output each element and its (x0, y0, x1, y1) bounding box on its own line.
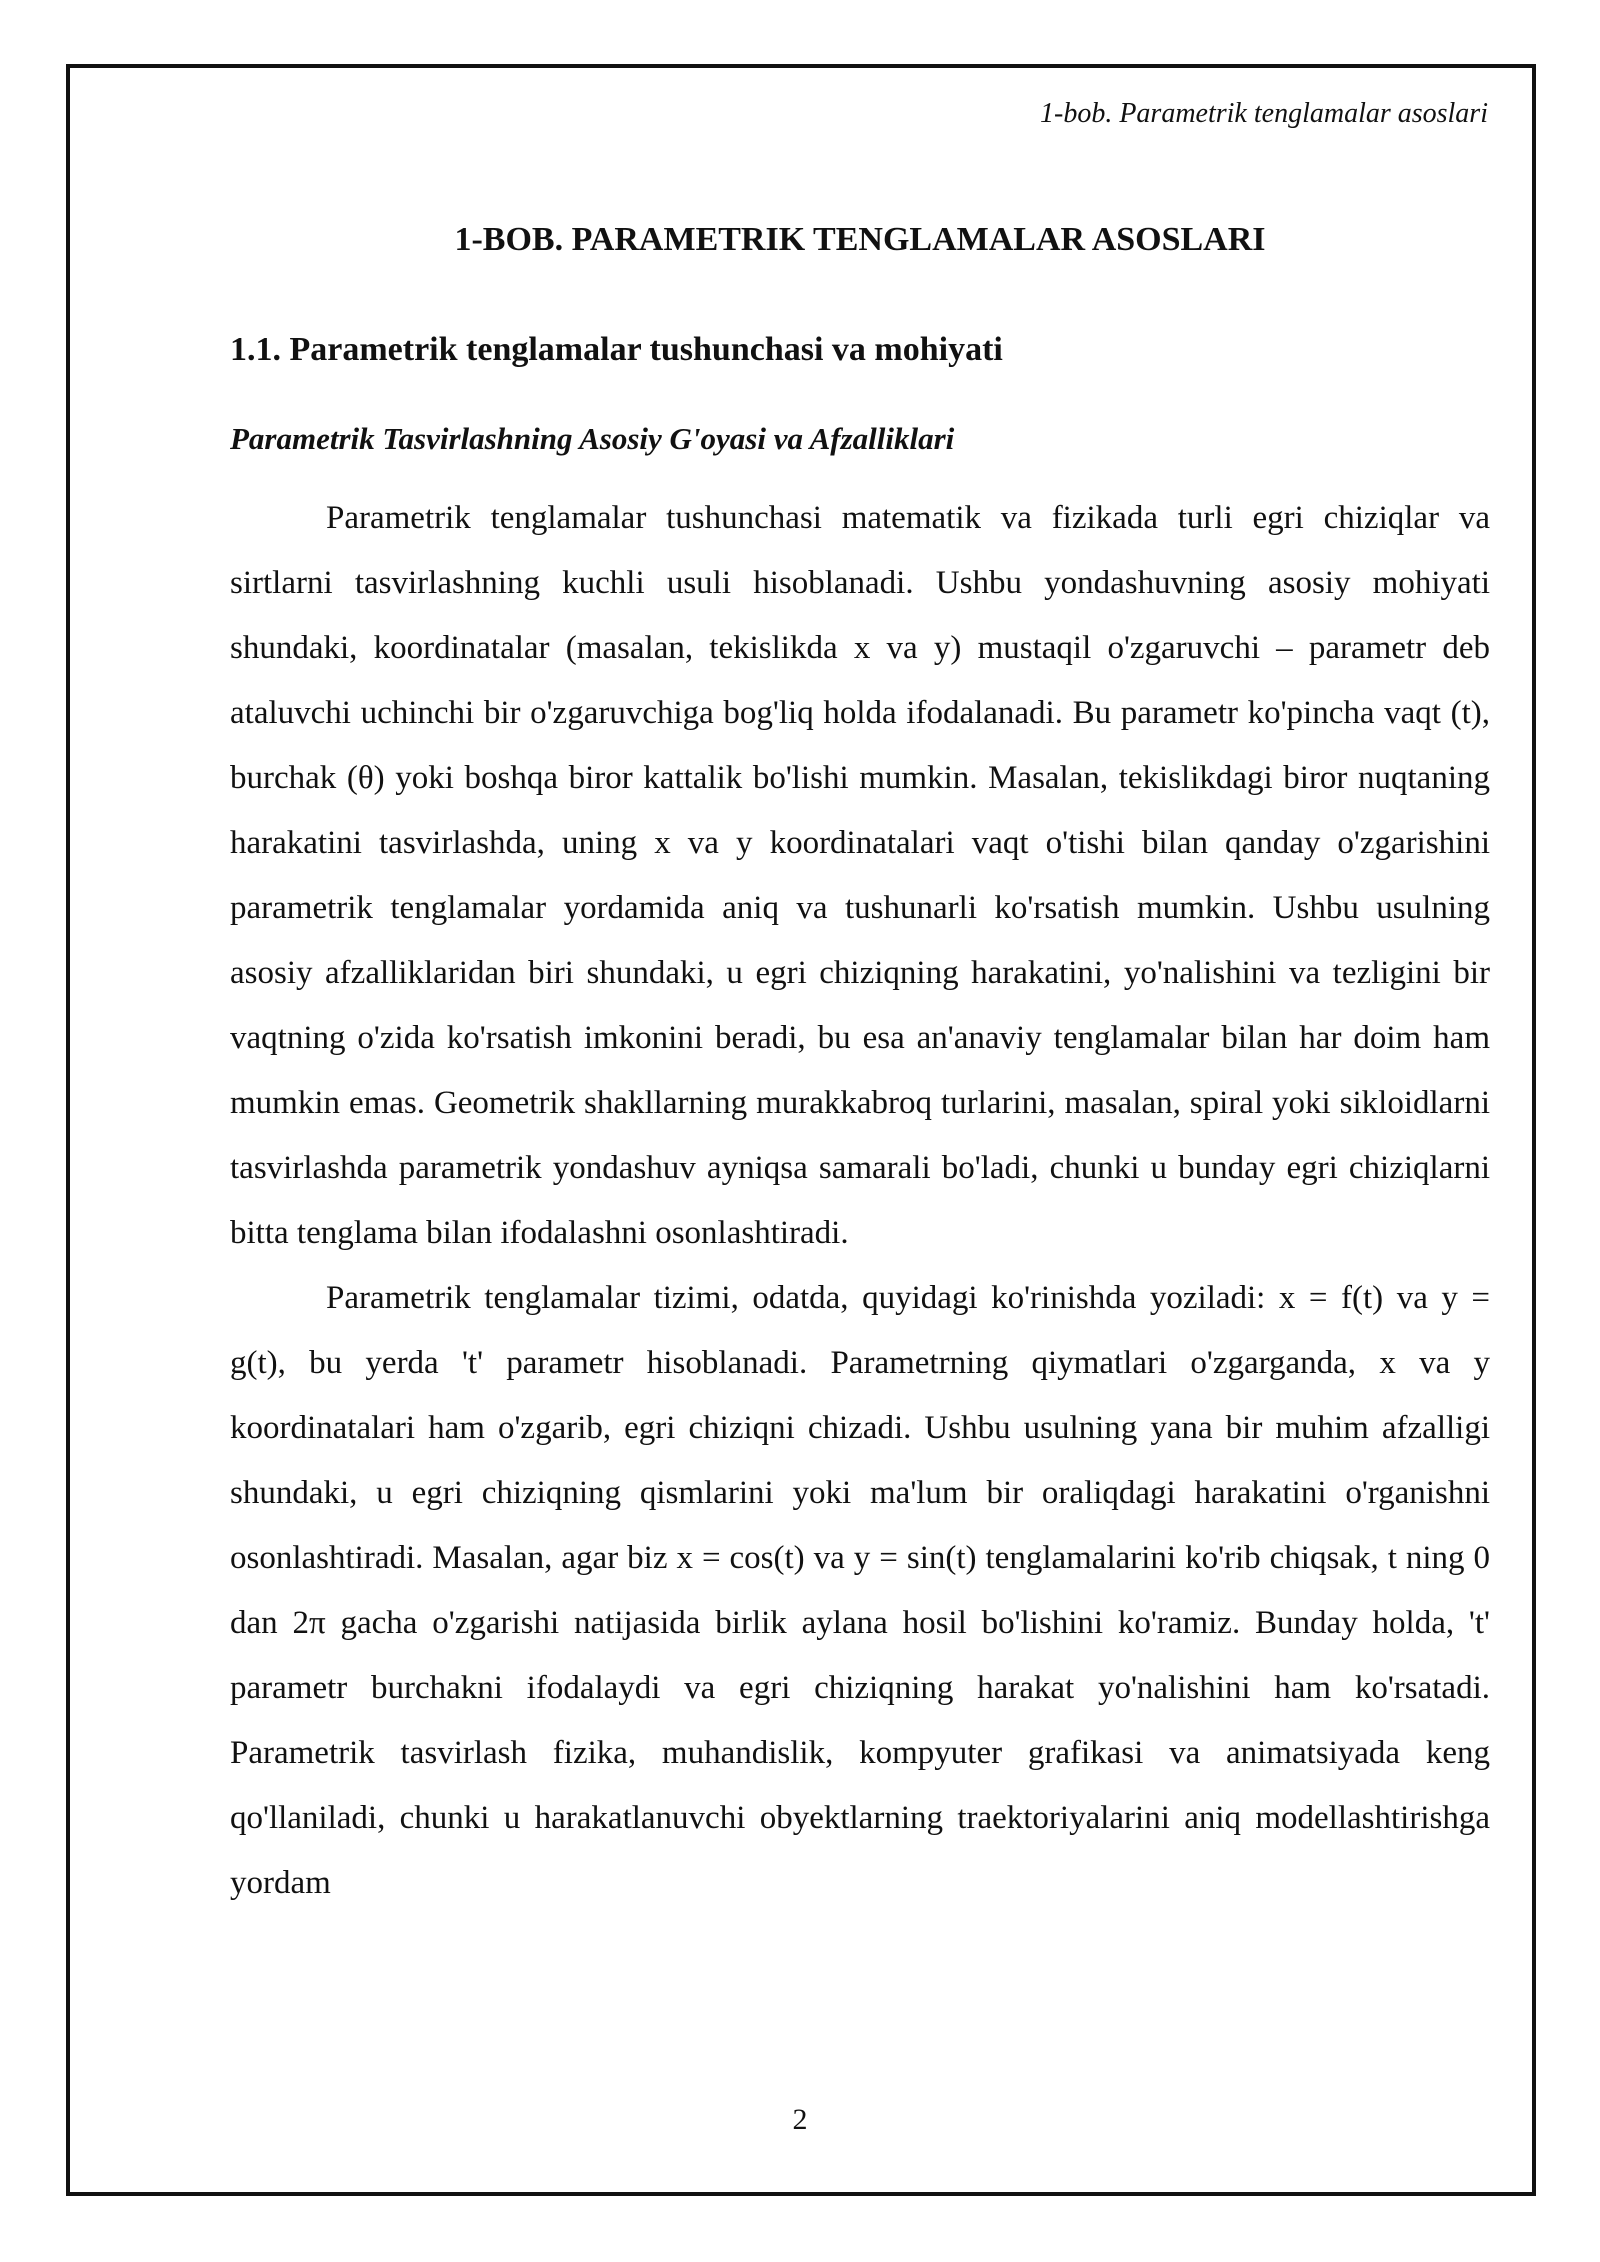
page-number: 2 (792, 2103, 808, 2136)
section-title: 1.1. Parametrik tenglamalar tushunchasi va mohiyati (230, 331, 1003, 368)
paragraph: Parametrik tenglamalar tizimi, odatda, quyidagi ko'rinishda yoziladi: x = f(t) va y = g(t), bu yerda 't' parametr hisoblanadi. Parametrning qiymatlari o'zgarganda, x va y koordinatalari ham o'zgarib, egri chiziqni chizadi. Ushbu usulning yana bir muhim afzalligi shundaki, u egri chiziqning qismlarini yoki ma'lum bir oraliqdagi harakatini o'rganishni osonlashtiradi. Masalan, agar biz x = cos(t) va y = sin(t) tenglamalarini ko'rib chiqsak, t ning 0 dan 2π gacha o'zgarishi natijasida birlik aylana hosil bo'lishini ko'ramiz. Bunday holda, 't' parametr burchakni ifodalaydi va egri chiziqning harakat yo'nalishini ham ko'rsatadi. Parametrik tasvirlash fizika, muhandislik, kompyuter grafikasi va animatsiyada keng qo'llaniladi, chunki u harakatlanuvchi obyektlarning traektoriyalarini aniq modellashtirishga yordam (230, 1280, 1490, 1901)
body-text (230, 486, 1490, 1916)
subsection-title: Parametrik Tasvirlashning Asosiy G'oyasi va Afzalliklari (230, 421, 955, 456)
chapter-title: 1-BOB. PARAMETRIK TENGLAMALAR ASOSLARI (454, 221, 1266, 258)
paragraph: Parametrik tenglamalar tushunchasi matematik va fizikada turli egri chiziqlar va sirtlarni tasvirlashning kuchli usuli hisoblanadi. Ushbu yondashuvning asosiy mohiyati shundaki, koordinatalar (masalan, tekislikda x va y) mustaqil o'zgaruvchi – parametr deb ataluvchi uchinchi bir o'zgaruvchiga bog'liq holda ifodalanadi. Bu parametr ko'pincha vaqt (t), burchak (θ) yoki boshqa biror kattalik bo'lishi mumkin. Masalan, tekislikdagi biror nuqtaning harakatini tasvirlashda, uning x va y koordinatalari vaqt o'tishi bilan qanday o'zgarishini parametrik tenglamalar yordamida aniq va tushunarli ko'rsatish mumkin. Ushbu usulning asosiy afzalliklaridan biri shundaki, u egri chiziqning harakatini, yo'nalishini va tezligini bir vaqtning o'zida ko'rsatish imkonini beradi, bu esa an'anaviy tenglamalar bilan har doim ham mumkin emas. Geometrik shakllarning murakkabroq turlarini, masalan, spiral yoki sikloidlarni tasvirlashda parametrik yondashuv ayniqsa samarali bo'ladi, chunki u bunday egri chiziqlarni bitta tenglama bilan ifodalashni osonlashtiradi. (230, 500, 1490, 1251)
running-header: 1-bob. Parametrik tenglamalar asoslari (1040, 98, 1488, 129)
